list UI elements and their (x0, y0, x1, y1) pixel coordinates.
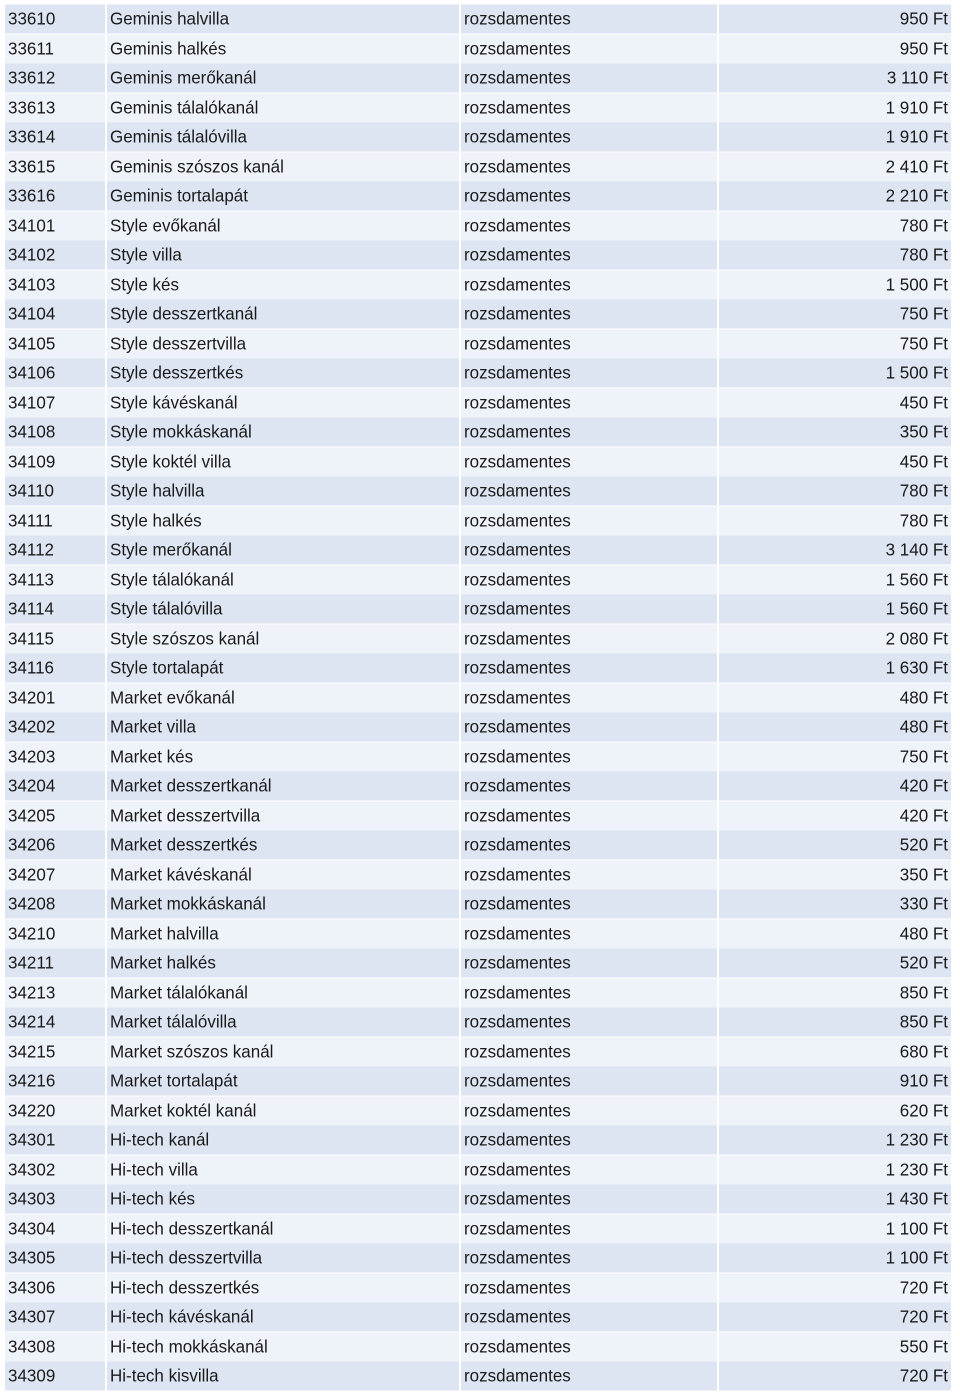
product-material: rozsdamentes (460, 1154, 718, 1185)
product-material: rozsdamentes (460, 151, 718, 182)
product-price: 1 630 Ft (718, 652, 952, 683)
product-material: rozsdamentes (460, 1331, 718, 1362)
product-material: rozsdamentes (460, 918, 718, 949)
product-code: 34208 (4, 888, 106, 919)
product-code: 34309 (4, 1360, 106, 1391)
product-code: 34102 (4, 239, 106, 270)
product-code: 34301 (4, 1124, 106, 1155)
price-table-body (4, 4, 952, 1391)
product-price: 720 Ft (718, 1360, 952, 1391)
product-price: 450 Ft (718, 446, 952, 477)
product-code: 34204 (4, 770, 106, 801)
product-price: 780 Ft (718, 210, 952, 241)
product-material: rozsdamentes (460, 652, 718, 683)
product-name: Hi-tech kisvilla (106, 1360, 460, 1391)
table-row (4, 1125, 952, 1155)
table-row (4, 1273, 952, 1303)
table-row (4, 122, 952, 152)
product-code: 34304 (4, 1213, 106, 1244)
product-price: 330 Ft (718, 888, 952, 919)
product-name: Market kávéskanál (106, 859, 460, 890)
product-price: 910 Ft (718, 1065, 952, 1096)
product-material: rozsdamentes (460, 3, 718, 34)
table-row (4, 93, 952, 123)
product-price: 950 Ft (718, 3, 952, 34)
product-code: 34213 (4, 977, 106, 1008)
product-material: rozsdamentes (460, 1213, 718, 1244)
table-row (4, 299, 952, 329)
product-price: 1 910 Ft (718, 121, 952, 152)
product-name: Market halvilla (106, 918, 460, 949)
product-name: Style kés (106, 269, 460, 300)
product-material: rozsdamentes (460, 564, 718, 595)
product-material: rozsdamentes (460, 475, 718, 506)
product-material: rozsdamentes (460, 446, 718, 477)
product-material: rozsdamentes (460, 416, 718, 447)
product-name: Market tálalókanál (106, 977, 460, 1008)
product-code: 34106 (4, 357, 106, 388)
product-name: Style evőkanál (106, 210, 460, 241)
product-price: 780 Ft (718, 239, 952, 270)
product-material: rozsdamentes (460, 92, 718, 123)
product-price: 750 Ft (718, 328, 952, 359)
product-material: rozsdamentes (460, 711, 718, 742)
product-code: 34206 (4, 829, 106, 860)
product-code: 33616 (4, 180, 106, 211)
table-row (4, 860, 952, 890)
table-row (4, 476, 952, 506)
table-row (4, 1007, 952, 1037)
product-code: 34115 (4, 623, 106, 654)
product-code: 34215 (4, 1036, 106, 1067)
table-row (4, 152, 952, 182)
product-material: rozsdamentes (460, 1065, 718, 1096)
product-price: 950 Ft (718, 33, 952, 64)
product-price: 2 080 Ft (718, 623, 952, 654)
product-code: 33613 (4, 92, 106, 123)
product-name: Style villa (106, 239, 460, 270)
product-name: Geminis halkés (106, 33, 460, 64)
table-row (4, 1096, 952, 1126)
table-row (4, 358, 952, 388)
table-row (4, 447, 952, 477)
product-name: Style szószos kanál (106, 623, 460, 654)
product-code: 34202 (4, 711, 106, 742)
product-name: Style tálalókanál (106, 564, 460, 595)
product-price: 1 500 Ft (718, 269, 952, 300)
product-price: 750 Ft (718, 298, 952, 329)
product-name: Geminis halvilla (106, 3, 460, 34)
table-row (4, 653, 952, 683)
product-price: 520 Ft (718, 947, 952, 978)
table-row (4, 417, 952, 447)
product-code: 34220 (4, 1095, 106, 1126)
table-row (4, 1302, 952, 1332)
product-code: 34104 (4, 298, 106, 329)
product-name: Hi-tech kés (106, 1183, 460, 1214)
product-name: Hi-tech desszertvilla (106, 1242, 460, 1273)
table-row (4, 34, 952, 64)
product-name: Style tálalóvilla (106, 593, 460, 624)
product-name: Style koktél villa (106, 446, 460, 477)
product-price: 1 230 Ft (718, 1154, 952, 1185)
product-code: 34107 (4, 387, 106, 418)
product-material: rozsdamentes (460, 62, 718, 93)
table-row (4, 1184, 952, 1214)
product-code: 34108 (4, 416, 106, 447)
product-material: rozsdamentes (460, 859, 718, 890)
table-row (4, 919, 952, 949)
product-price: 420 Ft (718, 800, 952, 831)
price-list (3, 3, 953, 1392)
table-row (4, 742, 952, 772)
product-material: rozsdamentes (460, 1124, 718, 1155)
product-price: 350 Ft (718, 416, 952, 447)
product-code: 34112 (4, 534, 106, 565)
product-material: rozsdamentes (460, 1360, 718, 1391)
product-name: Hi-tech villa (106, 1154, 460, 1185)
product-name: Style halkés (106, 505, 460, 536)
product-name: Style desszertvilla (106, 328, 460, 359)
table-row (4, 4, 952, 34)
product-code: 34103 (4, 269, 106, 300)
product-material: rozsdamentes (460, 210, 718, 241)
table-row (4, 181, 952, 211)
product-name: Market kés (106, 741, 460, 772)
table-row (4, 535, 952, 565)
product-code: 34302 (4, 1154, 106, 1185)
table-row (4, 801, 952, 831)
product-code: 34114 (4, 593, 106, 624)
table-row (4, 889, 952, 919)
product-code: 34116 (4, 652, 106, 683)
product-code: 34307 (4, 1301, 106, 1332)
product-name: Market desszertkanál (106, 770, 460, 801)
product-code: 33614 (4, 121, 106, 152)
product-material: rozsdamentes (460, 1301, 718, 1332)
product-material: rozsdamentes (460, 947, 718, 978)
product-price: 1 230 Ft (718, 1124, 952, 1155)
product-code: 34203 (4, 741, 106, 772)
table-row (4, 594, 952, 624)
product-price: 780 Ft (718, 505, 952, 536)
product-material: rozsdamentes (460, 1006, 718, 1037)
product-price: 1 560 Ft (718, 593, 952, 624)
product-name: Hi-tech kávéskanál (106, 1301, 460, 1332)
product-name: Market desszertkés (106, 829, 460, 860)
product-material: rozsdamentes (460, 534, 718, 565)
product-code: 34201 (4, 682, 106, 713)
table-row (4, 329, 952, 359)
product-code: 34306 (4, 1272, 106, 1303)
product-material: rozsdamentes (460, 505, 718, 536)
product-material: rozsdamentes (460, 888, 718, 919)
product-name: Hi-tech desszertkés (106, 1272, 460, 1303)
product-material: rozsdamentes (460, 1272, 718, 1303)
product-material: rozsdamentes (460, 121, 718, 152)
product-price: 2 210 Ft (718, 180, 952, 211)
product-code: 34205 (4, 800, 106, 831)
product-code: 34105 (4, 328, 106, 359)
product-price: 1 560 Ft (718, 564, 952, 595)
table-row (4, 1332, 952, 1362)
product-name: Hi-tech kanál (106, 1124, 460, 1155)
table-row (4, 1155, 952, 1185)
product-name: Market desszertvilla (106, 800, 460, 831)
product-code: 34308 (4, 1331, 106, 1362)
table-row (4, 240, 952, 270)
product-material: rozsdamentes (460, 682, 718, 713)
product-price: 480 Ft (718, 711, 952, 742)
product-material: rozsdamentes (460, 770, 718, 801)
product-name: Style desszertkés (106, 357, 460, 388)
product-price: 520 Ft (718, 829, 952, 860)
product-name: Style tortalapát (106, 652, 460, 683)
product-price: 480 Ft (718, 918, 952, 949)
product-price: 850 Ft (718, 1006, 952, 1037)
product-code: 34110 (4, 475, 106, 506)
product-name: Style merőkanál (106, 534, 460, 565)
table-row (4, 1361, 952, 1391)
product-price: 350 Ft (718, 859, 952, 890)
table-row (4, 1066, 952, 1096)
product-material: rozsdamentes (460, 1183, 718, 1214)
product-name: Geminis tortalapát (106, 180, 460, 211)
product-price: 620 Ft (718, 1095, 952, 1126)
product-name: Market koktél kanál (106, 1095, 460, 1126)
product-price: 550 Ft (718, 1331, 952, 1362)
product-material: rozsdamentes (460, 829, 718, 860)
product-price: 420 Ft (718, 770, 952, 801)
product-price: 720 Ft (718, 1272, 952, 1303)
product-material: rozsdamentes (460, 387, 718, 418)
product-price: 750 Ft (718, 741, 952, 772)
product-name: Geminis tálalóvilla (106, 121, 460, 152)
product-name: Market tálalóvilla (106, 1006, 460, 1037)
product-name: Hi-tech desszertkanál (106, 1213, 460, 1244)
product-code: 33611 (4, 33, 106, 64)
product-code: 34305 (4, 1242, 106, 1273)
product-material: rozsdamentes (460, 741, 718, 772)
table-row (4, 63, 952, 93)
product-price: 1 100 Ft (718, 1213, 952, 1244)
product-code: 34216 (4, 1065, 106, 1096)
product-code: 33610 (4, 3, 106, 34)
product-material: rozsdamentes (460, 1095, 718, 1126)
product-material: rozsdamentes (460, 623, 718, 654)
product-price: 680 Ft (718, 1036, 952, 1067)
product-code: 34207 (4, 859, 106, 890)
product-material: rozsdamentes (460, 269, 718, 300)
table-row (4, 1243, 952, 1273)
table-row (4, 388, 952, 418)
product-code: 34111 (4, 505, 106, 536)
product-name: Style mokkáskanál (106, 416, 460, 447)
table-row (4, 683, 952, 713)
product-name: Geminis szószos kanál (106, 151, 460, 182)
product-name: Market tortalapát (106, 1065, 460, 1096)
product-name: Hi-tech mokkáskanál (106, 1331, 460, 1362)
table-row (4, 830, 952, 860)
product-code: 34113 (4, 564, 106, 595)
product-name: Market mokkáskanál (106, 888, 460, 919)
product-price: 450 Ft (718, 387, 952, 418)
product-name: Market villa (106, 711, 460, 742)
product-code: 34101 (4, 210, 106, 241)
product-material: rozsdamentes (460, 1242, 718, 1273)
product-material: rozsdamentes (460, 593, 718, 624)
product-code: 33612 (4, 62, 106, 93)
table-row (4, 1214, 952, 1244)
product-material: rozsdamentes (460, 800, 718, 831)
table-row (4, 624, 952, 654)
table-row (4, 1037, 952, 1067)
product-material: rozsdamentes (460, 180, 718, 211)
product-material: rozsdamentes (460, 977, 718, 1008)
product-code: 34109 (4, 446, 106, 477)
table-row (4, 565, 952, 595)
product-price: 1 430 Ft (718, 1183, 952, 1214)
product-price: 2 410 Ft (718, 151, 952, 182)
product-code: 33615 (4, 151, 106, 182)
table-row (4, 270, 952, 300)
product-price: 1 100 Ft (718, 1242, 952, 1273)
table-row (4, 506, 952, 536)
product-code: 34211 (4, 947, 106, 978)
product-price: 3 110 Ft (718, 62, 952, 93)
product-material: rozsdamentes (460, 239, 718, 270)
product-name: Geminis tálalókanál (106, 92, 460, 123)
product-name: Style kávéskanál (106, 387, 460, 418)
product-name: Market evőkanál (106, 682, 460, 713)
table-row (4, 978, 952, 1008)
product-name: Market szószos kanál (106, 1036, 460, 1067)
table-row (4, 771, 952, 801)
product-code: 34214 (4, 1006, 106, 1037)
product-material: rozsdamentes (460, 357, 718, 388)
product-name: Geminis merőkanál (106, 62, 460, 93)
product-name: Style desszertkanál (106, 298, 460, 329)
product-code: 34303 (4, 1183, 106, 1214)
table-row (4, 948, 952, 978)
product-material: rozsdamentes (460, 328, 718, 359)
product-price: 1 910 Ft (718, 92, 952, 123)
product-material: rozsdamentes (460, 33, 718, 64)
product-price: 850 Ft (718, 977, 952, 1008)
table-row (4, 712, 952, 742)
price-table (3, 3, 953, 1392)
product-price: 3 140 Ft (718, 534, 952, 565)
product-code: 34210 (4, 918, 106, 949)
product-price: 720 Ft (718, 1301, 952, 1332)
product-name: Market halkés (106, 947, 460, 978)
product-price: 480 Ft (718, 682, 952, 713)
product-price: 1 500 Ft (718, 357, 952, 388)
product-material: rozsdamentes (460, 298, 718, 329)
table-row (4, 211, 952, 241)
product-price: 780 Ft (718, 475, 952, 506)
product-name: Style halvilla (106, 475, 460, 506)
product-material: rozsdamentes (460, 1036, 718, 1067)
